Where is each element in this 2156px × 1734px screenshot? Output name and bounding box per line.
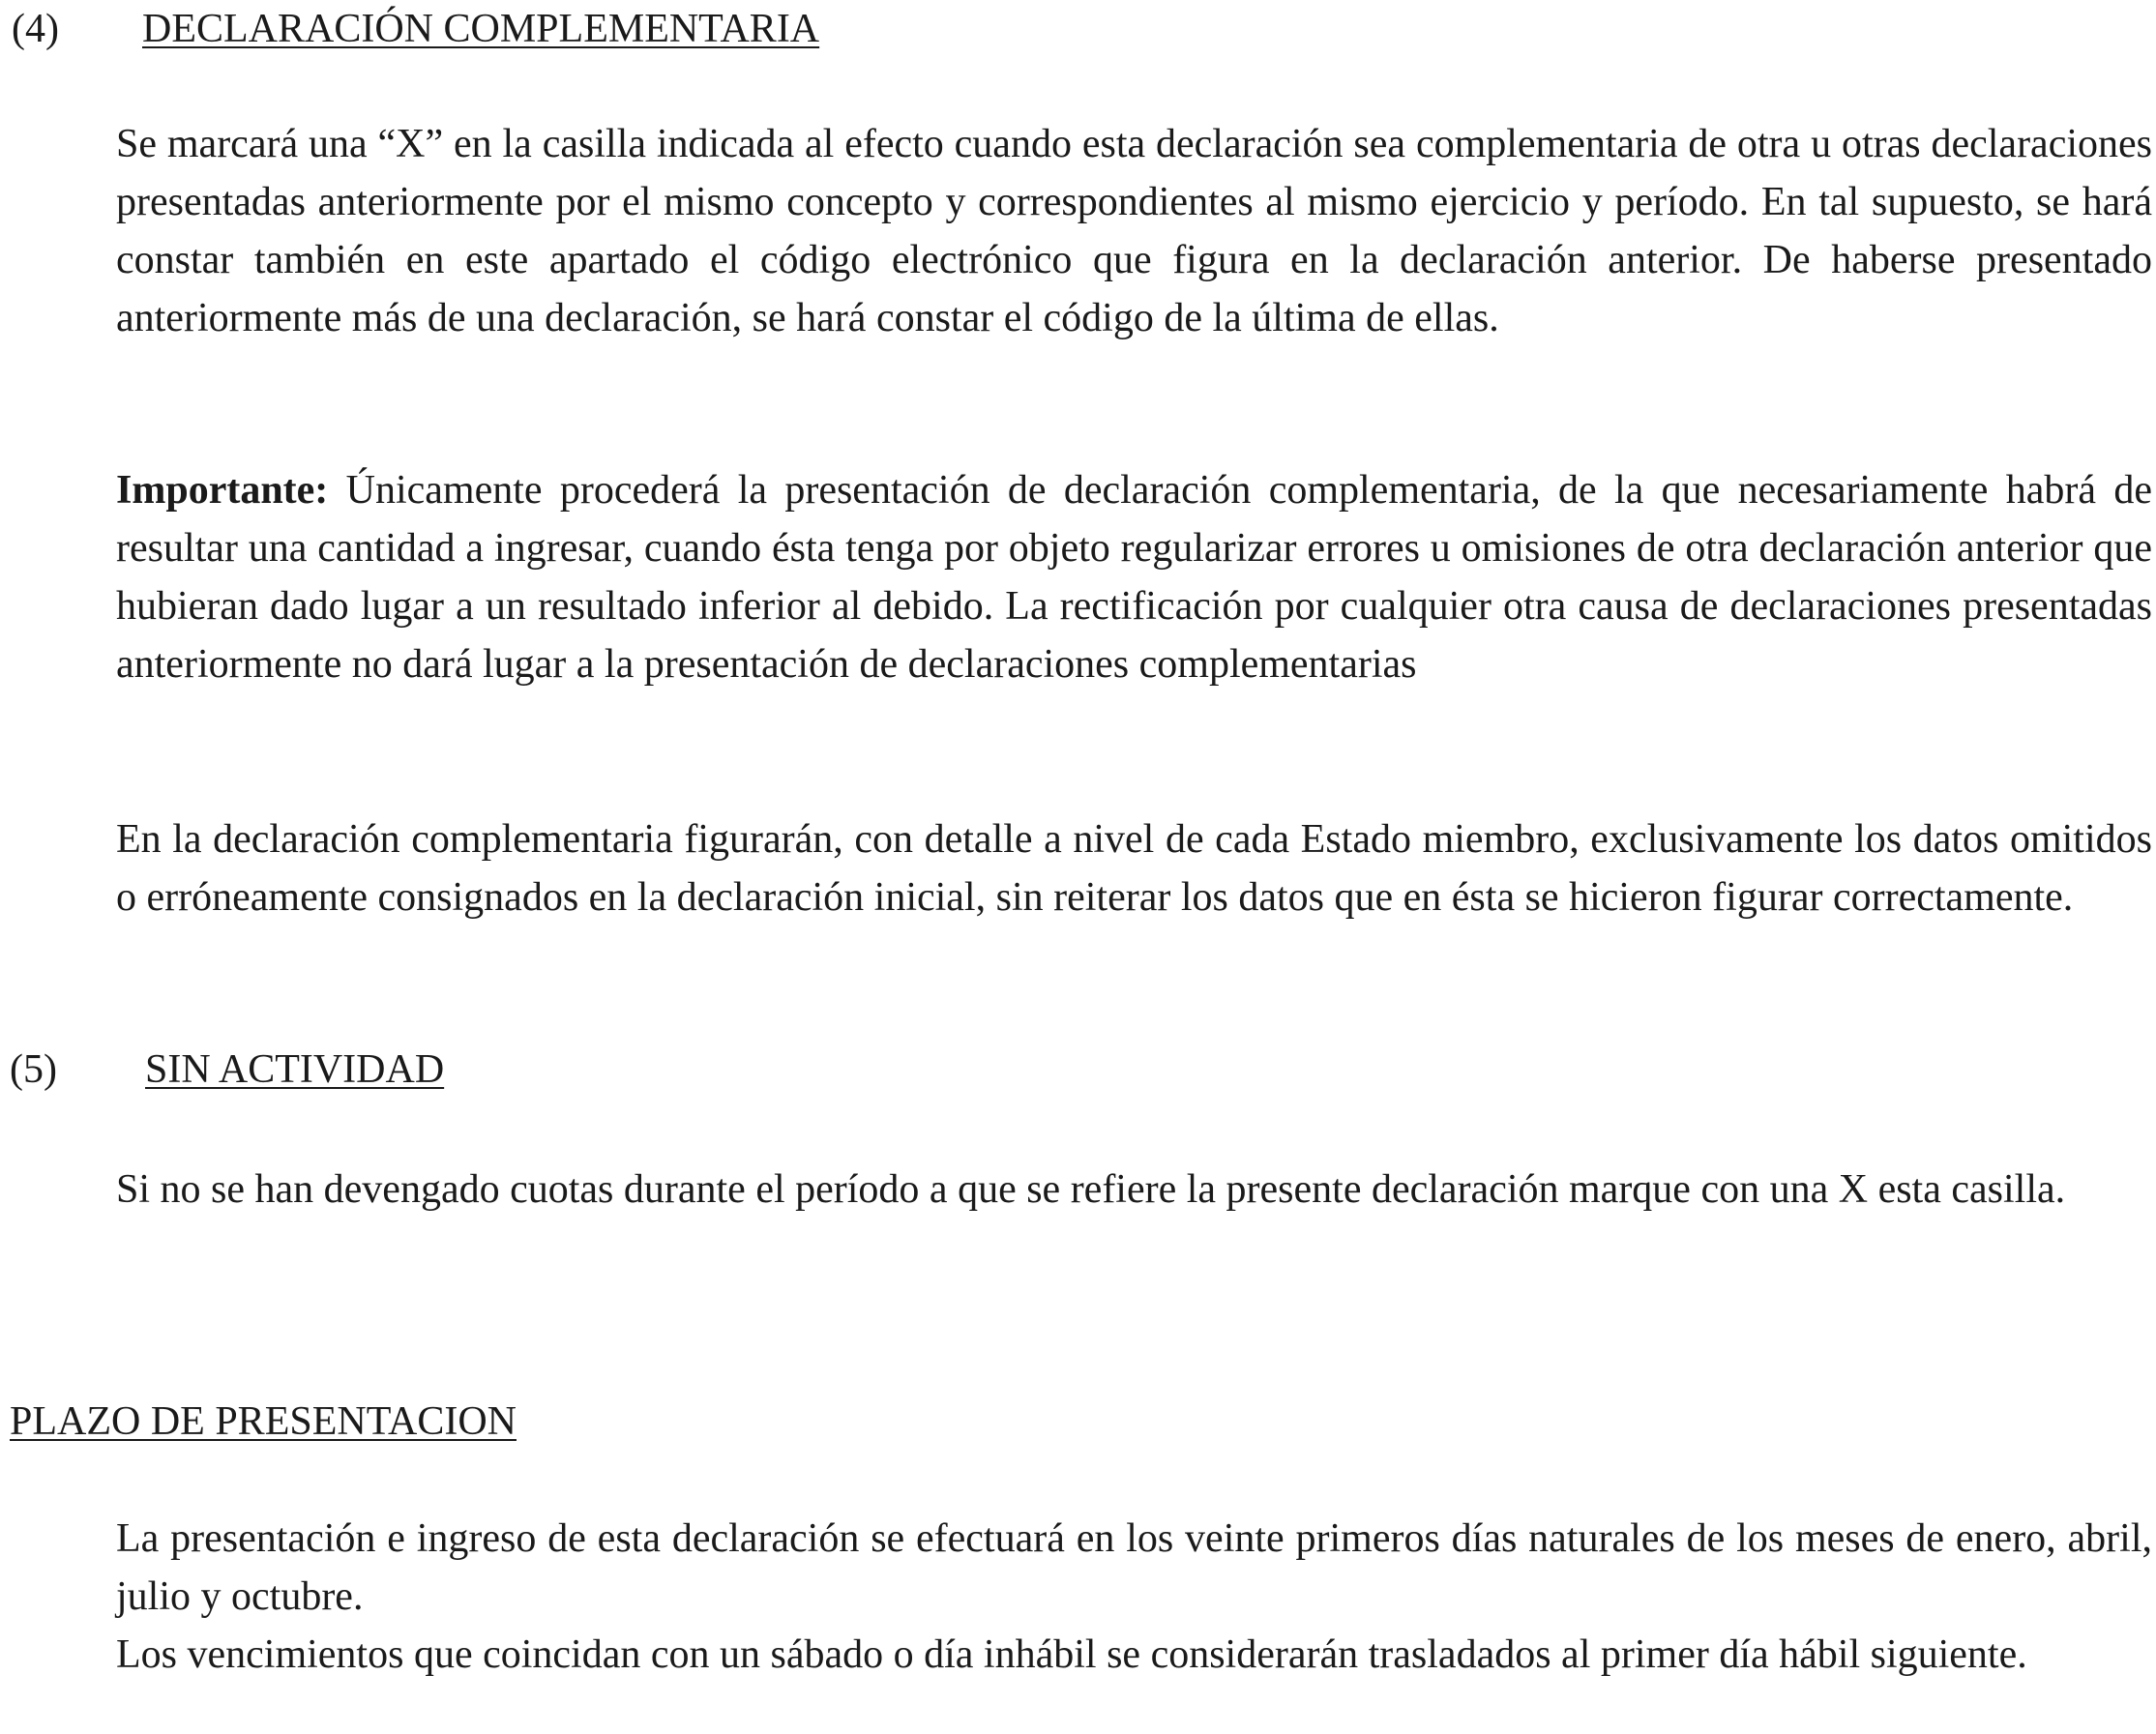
section-4-title: DECLARACIÓN COMPLEMENTARIA — [142, 7, 820, 51]
section-4-heading — [12, 0, 819, 58]
plazo-title: PLAZO DE PRESENTACION — [10, 1399, 517, 1444]
plazo-heading — [10, 1393, 517, 1451]
section-4-number: (4) — [12, 7, 59, 51]
section-5-number: (5) — [10, 1047, 57, 1092]
section-4-paragraph-1 — [116, 115, 2152, 347]
important-label: Importante: — [116, 468, 329, 513]
section-4-paragraph-3-text: En la declaración complementaria figurarán, con detalle a nivel de cada Estado miembro, exclusivamente los datos omitidos o erróneamente consignados en la declaración inicial, sin reiterar los datos que en ésta se hicieron figurar correctamente. — [116, 817, 2152, 920]
important-text: Únicamente procederá la presentación de declaración complementaria, de la que necesariamente habrá de resultar una cantidad a ingresar, cuando ésta tenga por objeto regularizar errores u omisiones de otra declaración anterior que hubieran dado lugar a un resultado inferior al debido. La rectificación por cualquier otra causa de declaraciones presentadas anteriormente no dará lugar a la presentación de declaraciones complementarias — [116, 468, 2152, 687]
section-4-paragraph-3 — [116, 810, 2152, 926]
plazo-paragraph-2-text: Los vencimientos que coincidan con un sábado o día inhábil se considerarán trasladados al primer día hábil siguiente. — [116, 1632, 2027, 1677]
section-5-paragraph-text: Si no se han devengado cuotas durante el período a que se refiere la presente declaración marque con una X esta casilla. — [116, 1167, 2066, 1212]
section-4-paragraph-2 — [116, 461, 2152, 693]
plazo-paragraph-1-text: La presentación e ingreso de esta declaración se efectuará en los veinte primeros días naturales de los meses de enero, abril, julio y octubre. — [116, 1516, 2152, 1619]
section-5-heading — [10, 1041, 444, 1099]
section-4-paragraph-2-text — [116, 461, 2152, 693]
section-5-title: SIN ACTIVIDAD — [145, 1047, 445, 1092]
plazo-paragraphs — [116, 1510, 2152, 1684]
section-5-paragraph — [116, 1161, 2152, 1219]
section-4-paragraph-1-text: Se marcará una “X” en la casilla indicada al efecto cuando esta declaración sea complementaria de otra u otras declaraciones presentadas anteriormente por el mismo concepto y correspondientes al mismo ejercicio y período. En tal supuesto, se hará constar también en este apartado el código electrónico que figura en la declaración anterior. De haberse presentado anteriormente más de una declaración, se hará constar el código de la última de ellas. — [116, 122, 2152, 340]
